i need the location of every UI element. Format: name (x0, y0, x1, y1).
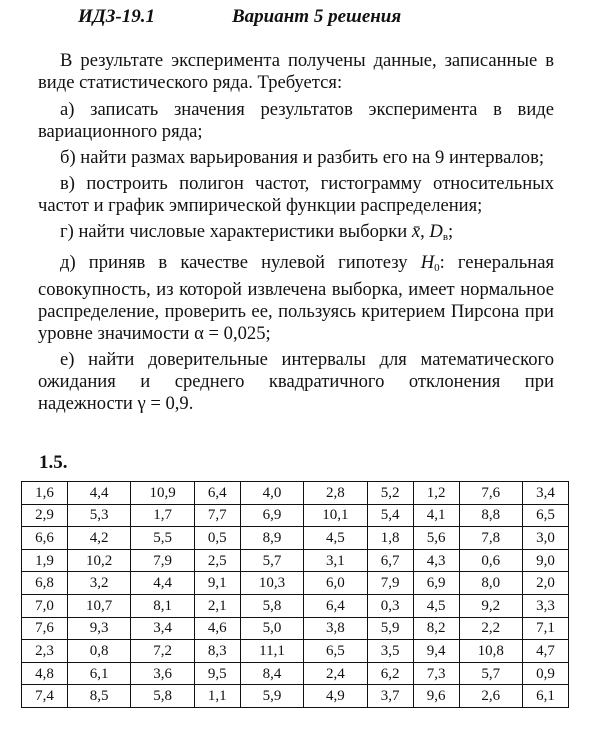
table-row (22, 482, 569, 505)
table-cell: 2,2 (459, 617, 522, 640)
table-cell: 1,1 (194, 685, 240, 708)
table-row (22, 594, 569, 617)
table-cell: 3,2 (67, 572, 130, 595)
table-cell: 6,5 (304, 640, 367, 663)
item-v: в) построить полигон частот, гистограмму относительных частот и график эмпирической функции распределения; (38, 173, 554, 216)
table-cell: 6,4 (304, 594, 367, 617)
table-cell: 7,9 (367, 572, 413, 595)
table-cell: 10,1 (304, 504, 367, 527)
table-cell: 9,2 (459, 594, 522, 617)
table-cell: 9,6 (413, 685, 459, 708)
item-d-post: : генеральная совокупность, из которой извлечена выборка, имеет нормальное распределение, проверить ее, пользуясь критерием Пирсона при уровне значимости α = 0,025; (38, 252, 554, 344)
item-g-end: ; (448, 221, 454, 242)
table-cell: 7,7 (194, 504, 240, 527)
problem-statement (38, 50, 554, 419)
item-g (38, 221, 554, 248)
table-cell: 9,4 (413, 640, 459, 663)
table-cell: 4,1 (413, 504, 459, 527)
table-cell: 1,6 (22, 482, 68, 505)
table-cell: 3,6 (131, 662, 194, 685)
table-cell: 0,6 (459, 549, 522, 572)
table-cell: 6,1 (67, 662, 130, 685)
table-cell: 6,9 (240, 504, 303, 527)
table-row (22, 504, 569, 527)
item-g-text: г) найти числовые характеристики выборки (60, 221, 412, 242)
table-cell: 7,0 (22, 594, 68, 617)
table-cell: 2,6 (459, 685, 522, 708)
table-cell: 2,9 (22, 504, 68, 527)
table-cell: 9,0 (522, 549, 568, 572)
table-cell: 0,5 (194, 527, 240, 550)
item-b: б) найти размах варьирования и разбить его на 9 интервалов; (60, 147, 545, 168)
table-cell: 8,9 (240, 527, 303, 550)
table-row (22, 662, 569, 685)
table-cell: 8,0 (459, 572, 522, 595)
table-cell: 4,8 (22, 662, 68, 685)
table-cell: 6,7 (367, 549, 413, 572)
variance-subscript: в (442, 231, 449, 243)
table-cell: 6,8 (22, 572, 68, 595)
table-cell: 4,5 (304, 527, 367, 550)
table-cell: 3,3 (522, 594, 568, 617)
table-cell: 5,8 (240, 594, 303, 617)
variance-symbol: D (429, 221, 443, 242)
table-cell: 7,1 (522, 617, 568, 640)
table-cell: 6,0 (304, 572, 367, 595)
table-cell: 4,2 (67, 527, 130, 550)
item-a: а) записать значения результатов эксперимента в виде вариационного ряда; (38, 99, 554, 142)
table-cell: 8,5 (67, 685, 130, 708)
table-cell: 2,0 (522, 572, 568, 595)
table-cell: 1,9 (22, 549, 68, 572)
assignment-id: ИДЗ-19.1 (78, 6, 156, 27)
table-row (22, 572, 569, 595)
table-cell: 10,8 (459, 640, 522, 663)
variant-title: Вариант 5 решения (232, 6, 402, 27)
table-cell: 5,4 (367, 504, 413, 527)
table-cell: 3,4 (131, 617, 194, 640)
hypothesis-symbol: H (420, 252, 435, 273)
table-cell: 5,9 (367, 617, 413, 640)
table-cell: 3,4 (522, 482, 568, 505)
table-cell: 3,7 (367, 685, 413, 708)
table-cell: 3,1 (304, 549, 367, 572)
table-cell: 1,7 (131, 504, 194, 527)
table-cell: 7,6 (22, 617, 68, 640)
table-cell: 6,5 (522, 504, 568, 527)
item-g-separator: , (420, 221, 430, 242)
table-row (22, 549, 569, 572)
table-cell: 9,1 (194, 572, 240, 595)
table-cell: 2,3 (22, 640, 68, 663)
table-cell: 0,8 (67, 640, 130, 663)
item-d (38, 252, 554, 345)
table-cell: 4,9 (304, 685, 367, 708)
table-cell: 7,3 (413, 662, 459, 685)
hypothesis-subscript: 0 (434, 262, 440, 274)
table-cell: 4,0 (240, 482, 303, 505)
table-row (22, 527, 569, 550)
table-cell: 6,6 (22, 527, 68, 550)
table-cell: 10,9 (131, 482, 194, 505)
table-cell: 11,1 (240, 640, 303, 663)
table-cell: 4,4 (131, 572, 194, 595)
task-number: 1.5. (39, 452, 68, 473)
table-cell: 6,2 (367, 662, 413, 685)
table-cell: 8,2 (413, 617, 459, 640)
table-cell: 7,2 (131, 640, 194, 663)
table-cell: 9,5 (194, 662, 240, 685)
table-cell: 10,7 (67, 594, 130, 617)
table-cell: 4,7 (522, 640, 568, 663)
table-cell: 8,8 (459, 504, 522, 527)
page-header (78, 6, 498, 30)
intro-paragraph: В результате эксперимента получены данные, записанные в виде статистического ряда. Требуется: (38, 50, 554, 93)
table-cell: 1,8 (367, 527, 413, 550)
table-cell: 10,3 (240, 572, 303, 595)
table-cell: 2,4 (304, 662, 367, 685)
table-row (22, 685, 569, 708)
table-cell: 5,7 (459, 662, 522, 685)
data-table (21, 481, 569, 708)
table-cell: 10,2 (67, 549, 130, 572)
table-cell: 5,8 (131, 685, 194, 708)
table-cell: 6,9 (413, 572, 459, 595)
table-cell: 6,4 (194, 482, 240, 505)
table-cell: 4,6 (194, 617, 240, 640)
table-cell: 0,9 (522, 662, 568, 685)
sample-mean-symbol: x̄ (411, 221, 421, 242)
table-cell: 5,2 (367, 482, 413, 505)
table-cell: 4,3 (413, 549, 459, 572)
table-cell: 8,1 (131, 594, 194, 617)
table-cell: 9,3 (67, 617, 130, 640)
table-cell: 1,2 (413, 482, 459, 505)
table-cell: 7,8 (459, 527, 522, 550)
table-cell: 6,1 (522, 685, 568, 708)
item-e: е) найти доверительные интервалы для математического ожидания и среднего квадратичного отклонения при надежности γ = 0,9. (38, 349, 554, 414)
table-cell: 8,3 (194, 640, 240, 663)
table-cell: 0,3 (367, 594, 413, 617)
table-cell: 5,6 (413, 527, 459, 550)
table-cell: 5,7 (240, 549, 303, 572)
table-cell: 5,9 (240, 685, 303, 708)
table-cell: 4,4 (67, 482, 130, 505)
table-cell: 7,6 (459, 482, 522, 505)
table-cell: 3,5 (367, 640, 413, 663)
table-cell: 5,5 (131, 527, 194, 550)
table-cell: 2,8 (304, 482, 367, 505)
table-cell: 7,4 (22, 685, 68, 708)
table-cell: 8,4 (240, 662, 303, 685)
table-row (22, 617, 569, 640)
table-cell: 5,0 (240, 617, 303, 640)
table-cell: 3,8 (304, 617, 367, 640)
table-cell: 2,5 (194, 549, 240, 572)
table-cell: 4,5 (413, 594, 459, 617)
item-d-pre: д) приняв в качестве нулевой гипотезу (60, 252, 421, 273)
table-row (22, 640, 569, 663)
table-cell: 5,3 (67, 504, 130, 527)
table-cell: 2,1 (194, 594, 240, 617)
table-cell: 7,9 (131, 549, 194, 572)
table-cell: 3,0 (522, 527, 568, 550)
